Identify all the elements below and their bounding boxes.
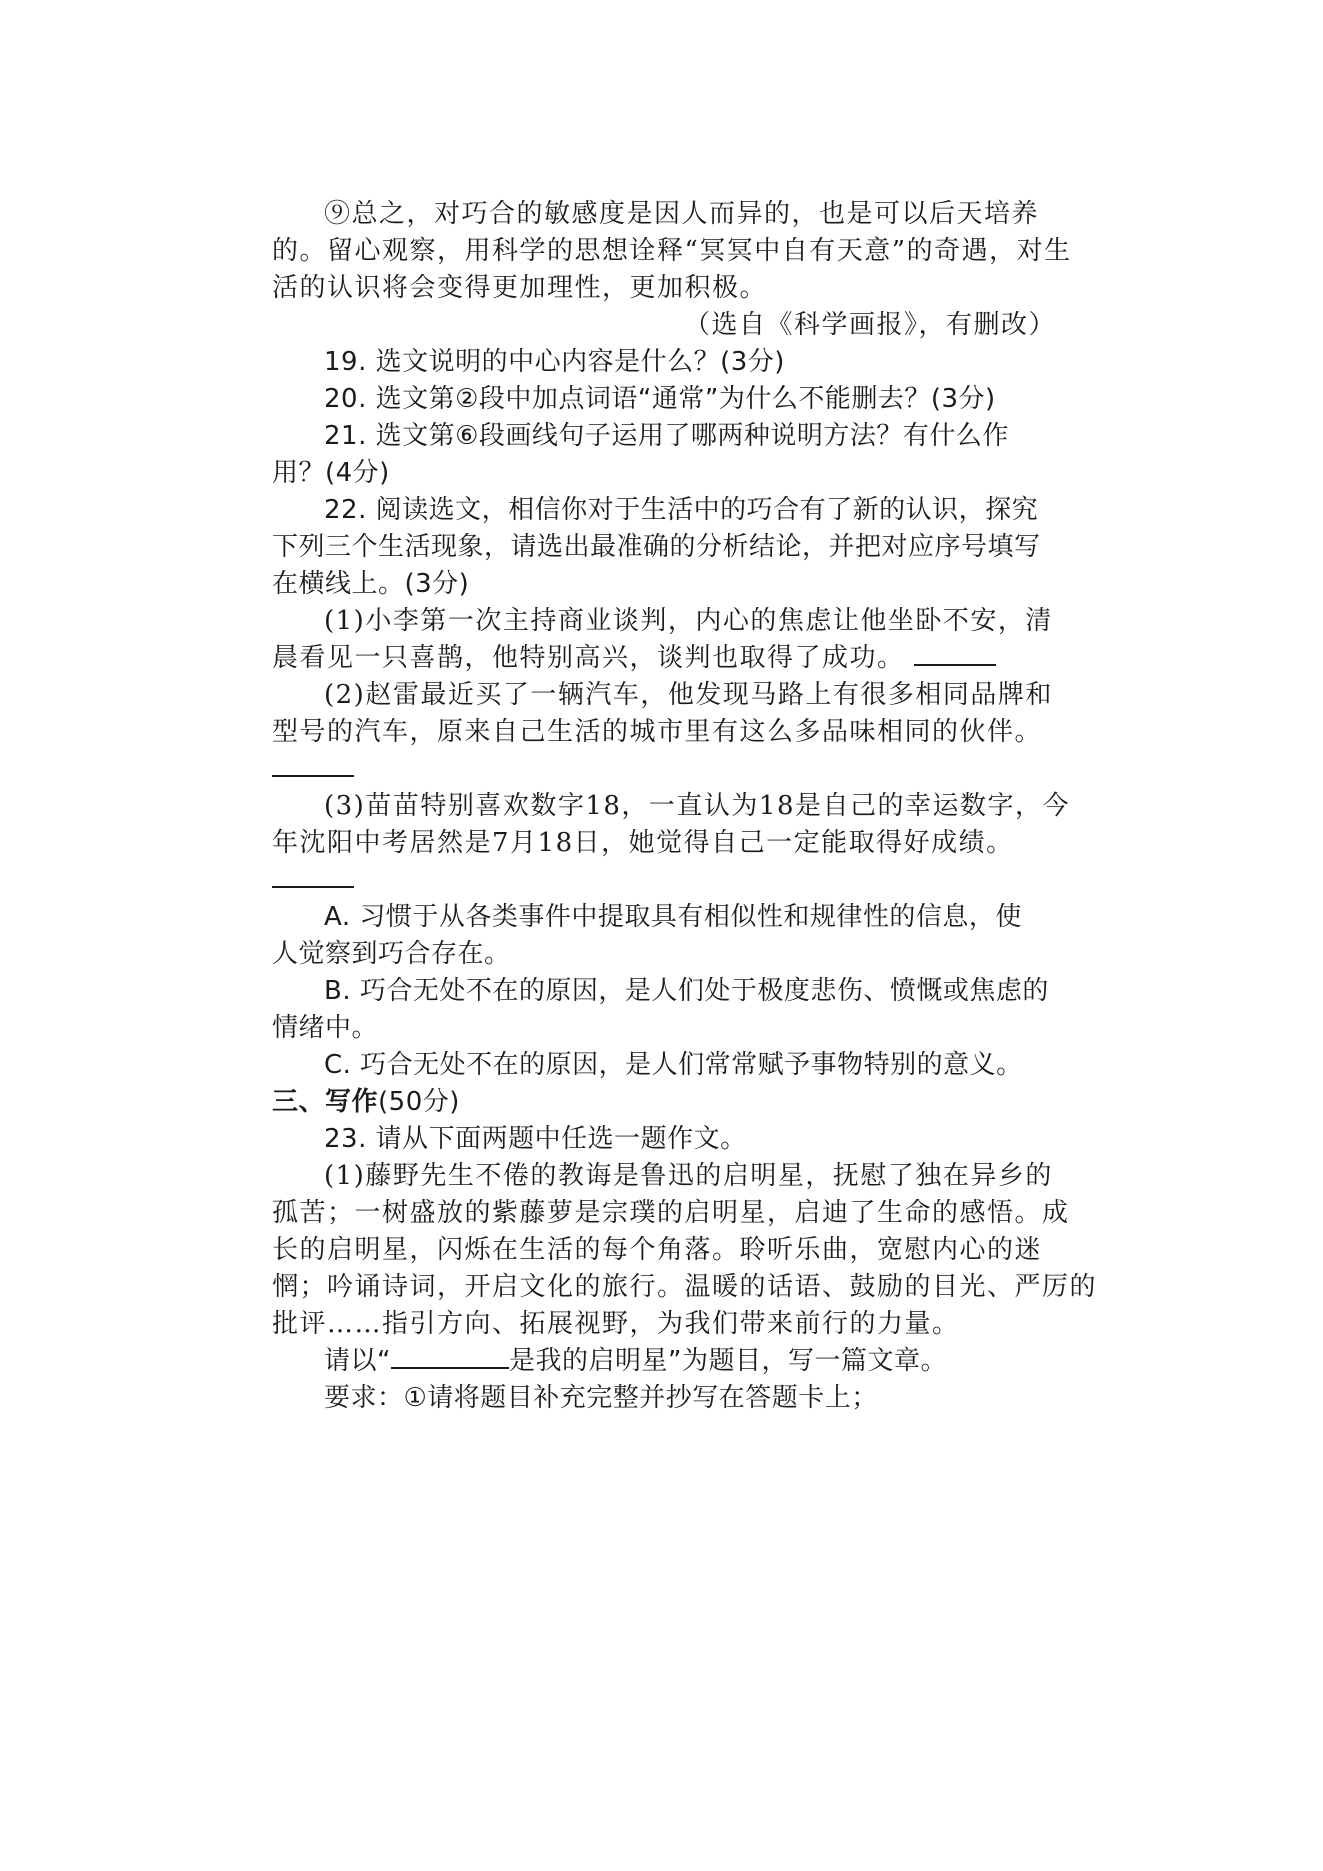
writing-heading-score: (50分) [378,1087,460,1117]
option-a-line1: A. 习惯于从各类事件中提取具有相似性和规律性的信息，使 [324,902,1022,932]
question-20: 20. 选文第②段中加点词语“通常”为什么不能删去？(3分) [324,384,996,414]
prompt-1-line4: 惘；吟诵诗词，开启文化的旅行。温暖的话语、鼓励的目光、严厉的 [272,1272,1098,1302]
option-c: C. 巧合无处不在的原因，是人们常常赋予事物特别的意义。 [324,1050,1023,1080]
passage-p9-line1: ⑨总之，对巧合的敏感度是因人而异的，也是可以后天培养 [324,199,1040,229]
question-22-line2: 下列三个生活现象，请选出最准确的分析结论，并把对应序号填写 [272,532,1041,562]
prompt-1-line2: 孤苦；一树盛放的紫藤萝是宗璞的启明星，启迪了生命的感悟。成 [272,1198,1070,1228]
option-b-line2: 情绪中。 [272,1013,379,1043]
prompt-1-line1-part-c: 的启明星，抚慰了独在异乡的 [695,1161,1053,1191]
answer-blank-2[interactable] [272,753,354,777]
prompt-1-line3: 长的启明星，闪烁在生活的每个角落。聆听乐曲，宽慰内心的迷 [272,1235,1043,1265]
requirement-1: 要求：①请将题目补充完整并抄写在答题卡上； [324,1383,878,1413]
question-23: 23. 请从下面两题中任选一题作文。 [324,1124,747,1154]
item-1-line2-row [272,640,1056,677]
item-3-line1: (3)苗苗特别喜欢数字18，一直认为18是自己的幸运数字，今 [324,791,1070,821]
prompt-1-line1-dotted: 教诲是鲁迅 [557,1161,696,1191]
passage-p9-line2: 的。留心观察，用科学的思想诠释“冥冥中自有天意”的奇遇，对生 [272,236,1072,266]
writing-heading [272,1084,1056,1121]
answer-blank-2-row [272,751,1056,788]
item-2-line2: 型号的汽车，原来自己生活的城市里有这么多品味相同的伙伴。 [272,717,1043,747]
passage-source: （选自《科学画报》，有删改） [683,310,1056,340]
item-1-line1: (1)小李第一次主持商业谈判，内心的焦虑让他坐卧不安，清 [324,606,1053,636]
option-b-line1: B. 巧合无处不在的原因，是人们处于极度悲伤、愤慨或焦虑的 [324,976,1049,1006]
title-blank[interactable] [391,1345,509,1369]
item-3-line2: 年沈阳中考居然是7月18日，她觉得自己一定能取得好成绩。 [272,828,1014,858]
question-19: 19. 选文说明的中心内容是什么？(3分) [324,347,785,377]
prompt-title-row [272,1343,1056,1380]
prompt-title-prefix: 请以“ [324,1346,391,1376]
answer-blank-1[interactable] [914,642,996,666]
question-22-line1: 22. 阅读选文，相信你对于生活中的巧合有了新的认识，探究 [324,495,1039,525]
writing-heading-title: 三、写作 [272,1087,379,1117]
item-1-line2: 晨看见一只喜鹊，他特别高兴，谈判也取得了成功。 [272,643,905,673]
option-a-line2: 人觉察到巧合存在。 [272,939,511,969]
question-22-line3: 在横线上。(3分) [272,569,470,599]
answer-blank-3-row [272,862,1056,899]
question-21-line1: 21. 选文第⑥段画线句子运用了哪两种说明方法？有什么作 [324,421,1009,451]
prompt-1-line5: 批评……指引方向、拓展视野，为我们带来前行的力量。 [272,1309,960,1339]
question-21-line2: 用？(4分) [272,458,390,488]
item-2-line1: (2)赵雷最近买了一辆汽车，他发现马路上有很多相同品牌和 [324,680,1053,710]
exam-page [272,196,1098,1417]
prompt-1-line1 [272,1158,1056,1195]
answer-blank-3[interactable] [272,864,354,888]
passage-p9-line3: 活的认识将会变得更加理性，更加积极。 [272,273,768,303]
prompt-1-line1-part-a: (1)藤野先生不倦的 [324,1161,558,1191]
prompt-title-suffix: 是我的启明星”为题目，写一篇文章。 [508,1346,947,1376]
